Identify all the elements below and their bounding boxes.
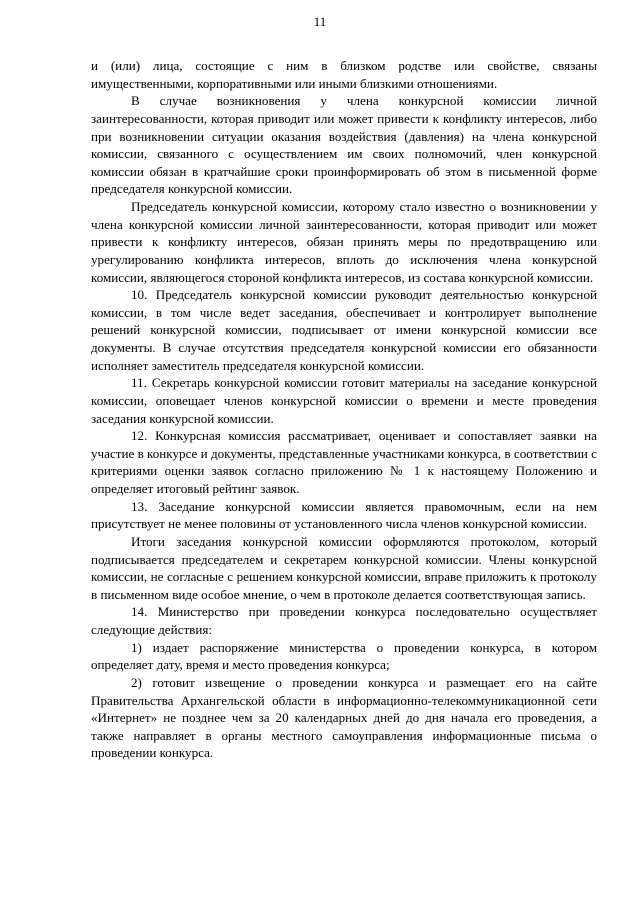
paragraph-continuation: и (или) лица, состоящие с ним в близком родстве или свойстве, связаны имущественными, корпоративными или иными близкими отношениями. [91,58,597,91]
paragraph-item-14: 14. Министерство при проведении конкурса последовательно осуществляет следующие действия: [91,604,597,637]
paragraph-item-10: 10. Председатель конкурсной комиссии руководит деятельностью конкурсной комиссии, в том числе ведет заседания, обеспечивает и контролирует выполнение решений конкурсной комиссии, подписывает от имени конкурсной комиссии все документы. В случае отсутствия председателя конкурсной комиссии его обязанности исполняет заместитель председателя конкурсной комиссии. [91,287,597,373]
paragraph-chairman-measures: Председатель конкурсной комиссии, которому стало известно о возникновении у члена конкурсной комиссии личной заинтересованности, которая приводит или может привести к конфликту интересов, обязан принять меры по предотвращению или урегулированию конфликта интересов, вплоть до исключения члена конкурсной комиссии, являющегося стороной конфликта интересов, из состава конкурсной комиссии. [91,199,597,285]
paragraph-conflict-of-interest: В случае возникновения у члена конкурсной комиссии личной заинтересованности, которая приводит или может привести к конфликту интересов, либо при возникновении ситуации оказания воздействия (давления) на члена конкурсной комиссии, связанного с осуществлением им своих полномочий, член конкурсной комиссии обязан в кратчайшие сроки проинформировать об этом в письменной форме председателя конкурсной комиссии. [91,93,597,197]
page-number: 11 [313,14,327,29]
paragraph-subitem-1: 1) издает распоряжение министерства о проведении конкурса, в котором определяет дату, время и место проведения конкурса; [91,639,597,673]
document-body [91,57,597,762]
paragraph-subitem-2: 2) готовит извещение о проведении конкурса и размещает его на сайте Правительства Архангельской области в информационно-телекоммуникационной сети «Интернет» не позднее чем за 20 календарных дней до дня начала его проведения, а также направляет в органы местного самоуправления информационные письма о проведении конкурса. [91,674,597,761]
paragraph-item-13: 13. Заседание конкурсной комиссии является правомочным, если на нем присутствует не менее половины от установленного числа членов конкурсной комиссии. [91,498,597,532]
paragraph-item-11: 11. Секретарь конкурсной комиссии готовит материалы на заседание конкурсной комиссии, оповещает членов конкурсной комиссии о времени и месте проведения заседания конкурсной комиссии. [91,375,597,426]
paragraph-meeting-results: Итоги заседания конкурсной комиссии оформляются протоколом, который подписывается председателем и секретарем конкурсной комиссии. Члены конкурсной комиссии, не согласные с решением конкурсной комиссии, вправе приложить к протоколу в письменном виде особое мнение, о чем в протоколе делается соответствующая запись. [91,533,597,602]
paragraph-item-12: 12. Конкурсная комиссия рассматривает, оценивает и сопоставляет заявки на участие в конкурсе и документы, представленные участниками конкурса, в соответствии с критериями оценки заявок согласно приложению № 1 к настоящему Положению и определяет итоговый рейтинг заявок. [91,428,597,496]
